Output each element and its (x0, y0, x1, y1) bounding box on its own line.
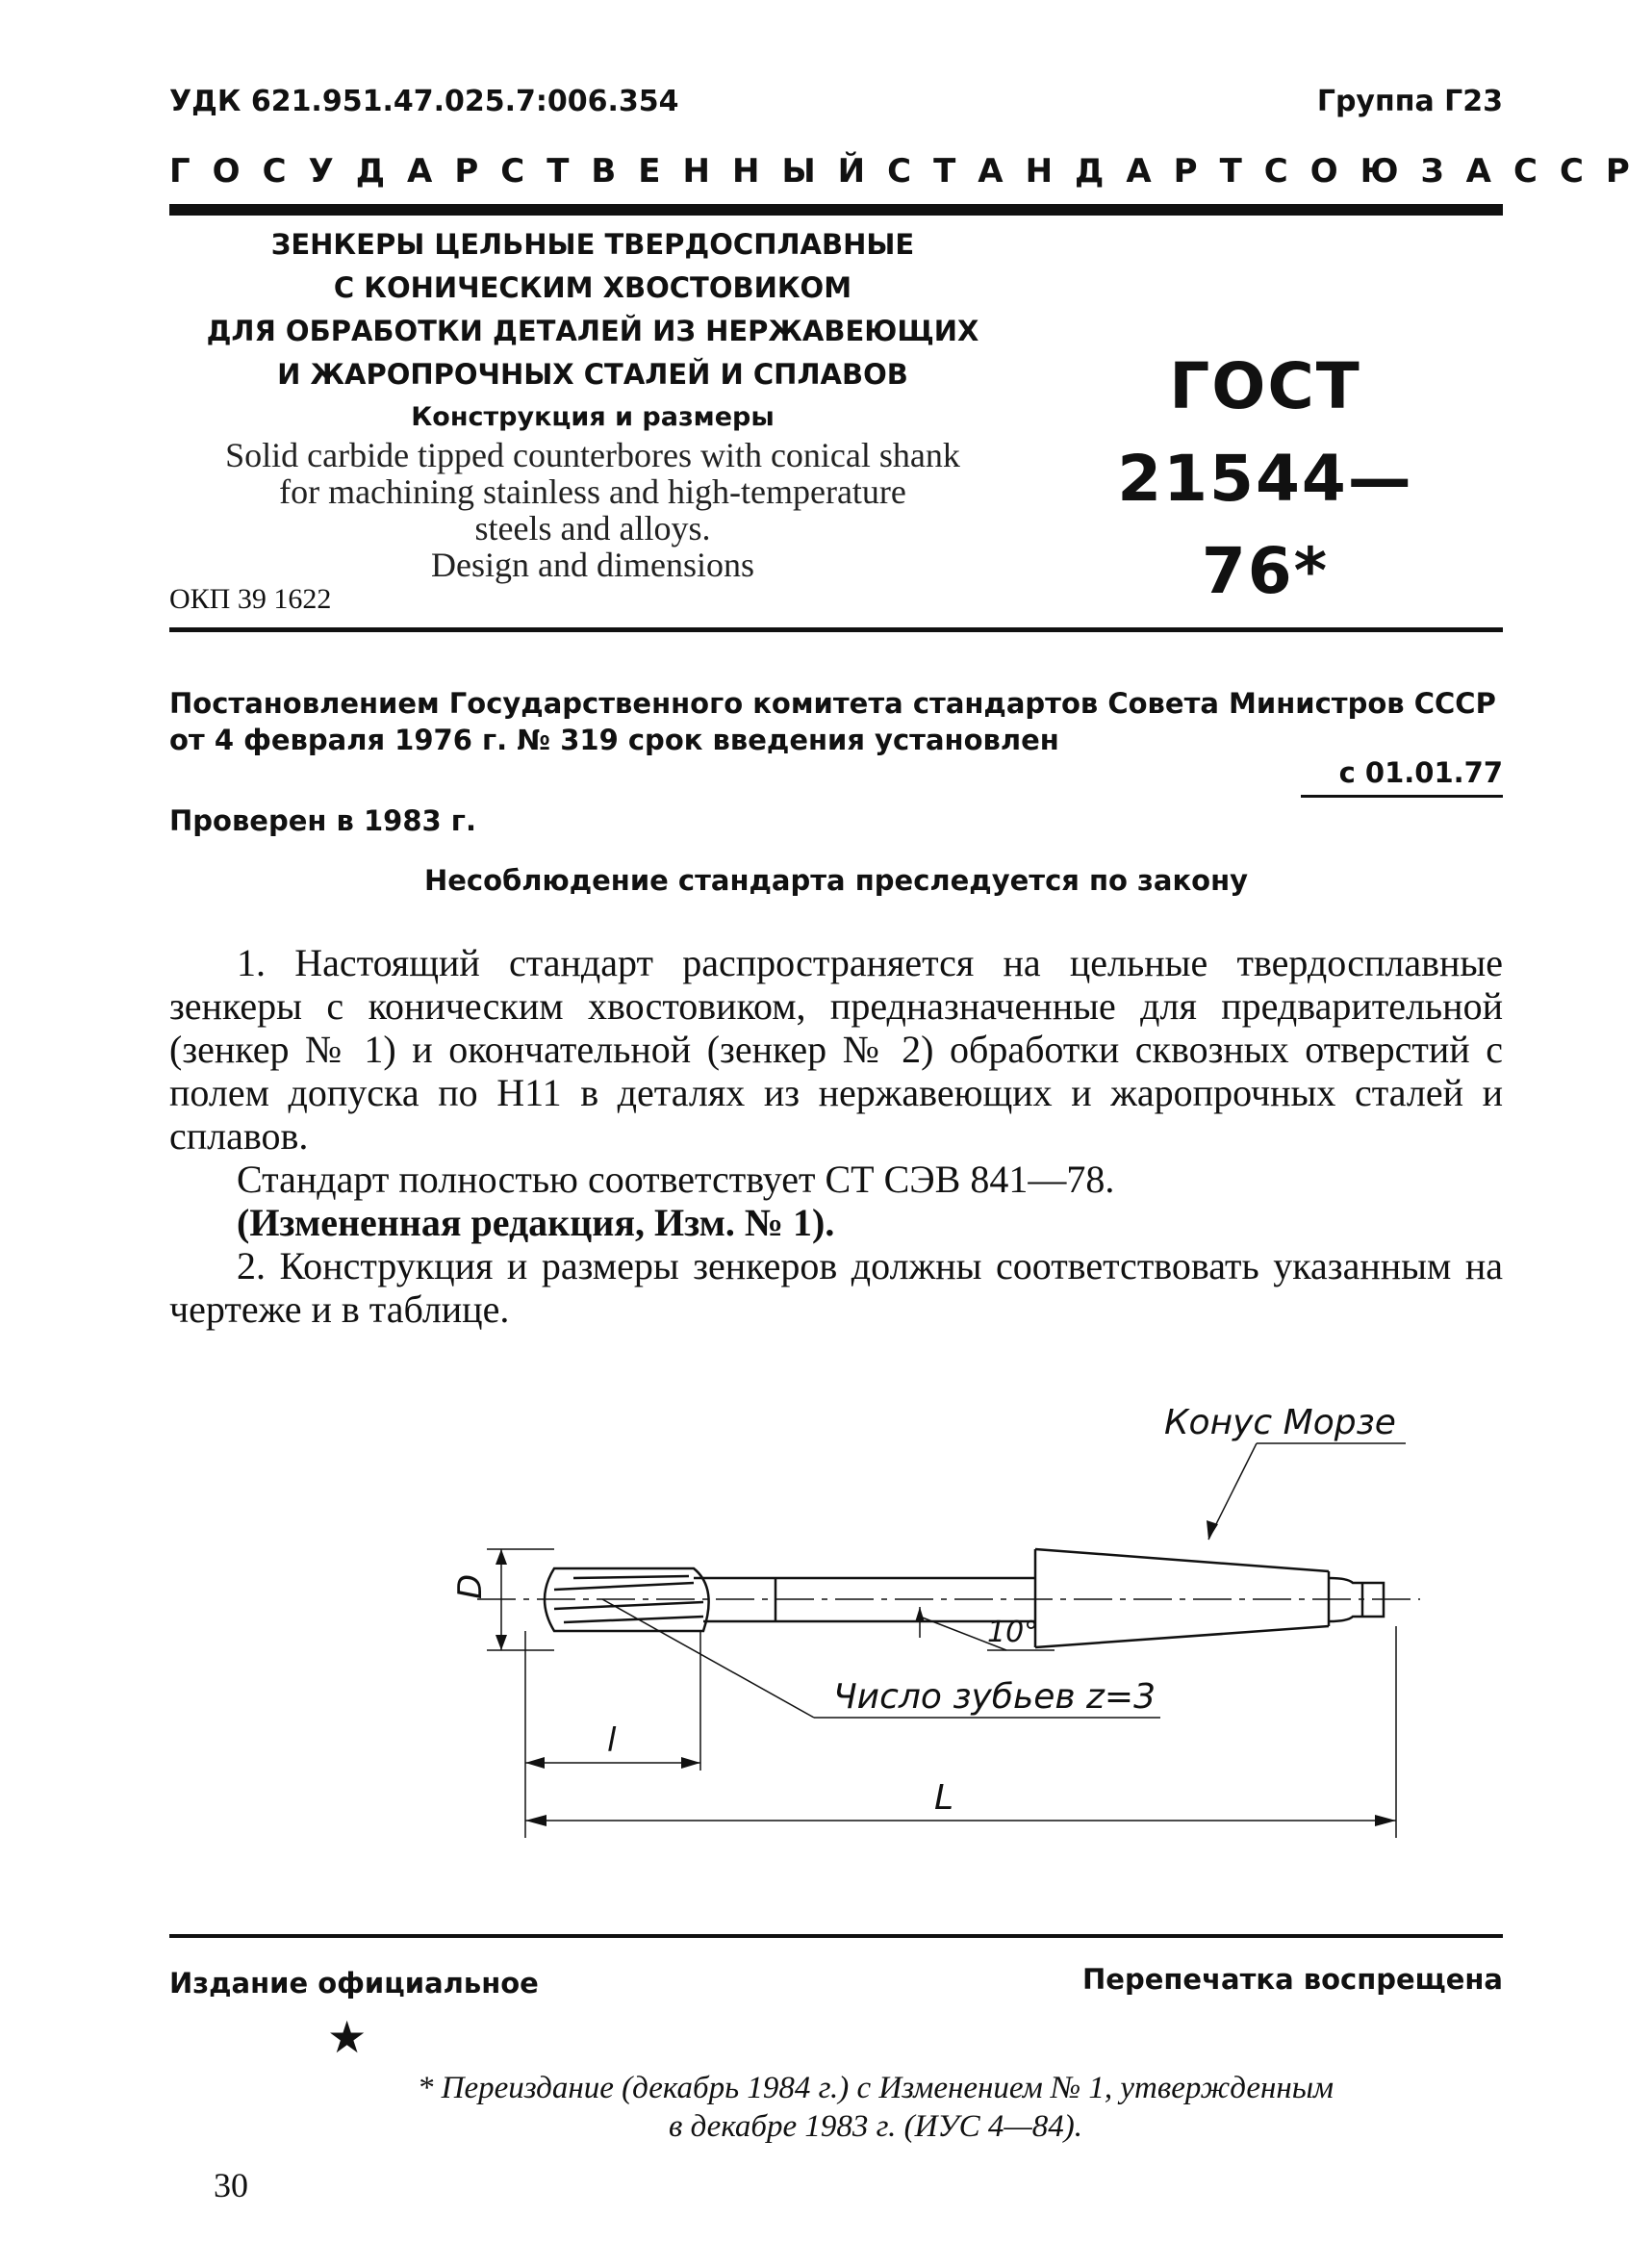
state-standard-heading (169, 152, 1652, 191)
footnote-line: * Переиздание (декабрь 1984 г.) с Изменением № 1, утвержденным (417, 2071, 1334, 2105)
title-rule (169, 627, 1503, 632)
dimension-L-label: L (934, 1778, 954, 1818)
page-number: 30 (214, 2166, 248, 2204)
title-line: ЗЕНКЕРЫ ЦЕЛЬНЫЕ ТВЕРДОСПЛАВНЫЕ (270, 228, 915, 261)
udk-code: УДК 621.951.47.025.7:006.354 (169, 85, 679, 118)
official-edition: Издание официальное (169, 1967, 539, 2000)
teeth-count-label: Число зубьев z=3 (833, 1677, 1156, 1717)
gost-label: ГОСТ (1169, 349, 1361, 423)
title-subtitle: Конструкция и размеры (411, 402, 775, 432)
footnote-line: в декабре 1983 г. (ИУС 4—84). (669, 2109, 1082, 2144)
morse-taper-label: Конус Морзе (1164, 1403, 1396, 1442)
checked-year: Проверен в 1983 г. (169, 804, 476, 837)
angle-label: 10° (987, 1616, 1039, 1649)
title-line: ДЛЯ ОБРАБОТКИ ДЕТАЛЕЙ ИЗ НЕРЖАВЕЮЩИХ (206, 315, 979, 347)
paragraph-amendment: (Измененная редакция, Изм. № 1). (237, 1201, 835, 1244)
counterbore-drawing (169, 1386, 1420, 1867)
decree-text (169, 685, 1503, 758)
dimension-l-label: l (607, 1721, 617, 1760)
decree-line: от 4 февраля 1976 г. № 319 срок введения установлен (169, 724, 1059, 756)
law-notice: Несоблюдение стандарта преследуется по закону (423, 864, 1249, 897)
english-title-line: Solid carbide tipped counterbores with conical shank (225, 436, 960, 474)
star-icon: ★ (327, 2011, 368, 2063)
dimension-D-label: D (451, 1573, 490, 1599)
reprint-notice: Перепечатка воспрещена (1082, 1963, 1503, 1996)
gost-number (1058, 341, 1472, 618)
title-line: И ЖАРОПРОЧНЫХ СТАЛЕЙ И СПЛАВОВ (277, 358, 908, 391)
paragraph-design: 2. Конструкция и размеры зенкеров должны соответствовать указанным на чертеже и в таблице. (169, 1244, 1503, 1331)
state-standard-word: ССР (1513, 152, 1652, 191)
body-text (169, 941, 1503, 1331)
state-standard-word: СТАНДАРТ (887, 152, 1264, 191)
title-line: С КОНИЧЕСКИМ ХВОСТОВИКОМ (333, 271, 852, 304)
state-standard-word: ГОСУДАРСТВЕННЫЙ (169, 152, 888, 191)
document-title (169, 223, 1016, 396)
gost-code: 21544—76* (1117, 442, 1413, 608)
english-title-line: steels and alloys. (474, 509, 711, 548)
footer-rule (169, 1934, 1503, 1938)
english-title-line: for machining stainless and high-temperature (279, 472, 906, 511)
english-title-line: Design and dimensions (431, 546, 754, 584)
english-title (169, 437, 1016, 583)
reissue-footnote (308, 2069, 1443, 2146)
group-code: Группа Г23 (1316, 85, 1503, 118)
header-rule (169, 204, 1503, 216)
paragraph-compliance: Стандарт полностью соответствует СТ СЭВ 841—78. (237, 1158, 1115, 1201)
effective-date: с 01.01.77 (1301, 756, 1503, 798)
state-standard-word: СОЮЗА (1263, 152, 1513, 191)
decree-line: Постановлением Государственного комитета стандартов Совета Министров СССР (169, 687, 1496, 720)
okp-code: ОКП 39 1622 (169, 583, 332, 615)
paragraph-scope: 1. Настоящий стандарт распространяется на цельные твердосплавные зенкеры с коническим хвостовиком, предназначенные для предварительной (зенкер № 1) и окончательной (зенкер № 2) обработки сквозных отверстий с полем допуска по H11 в деталях из нержавеющих и жаропрочных сталей и сплавов. (169, 941, 1503, 1158)
